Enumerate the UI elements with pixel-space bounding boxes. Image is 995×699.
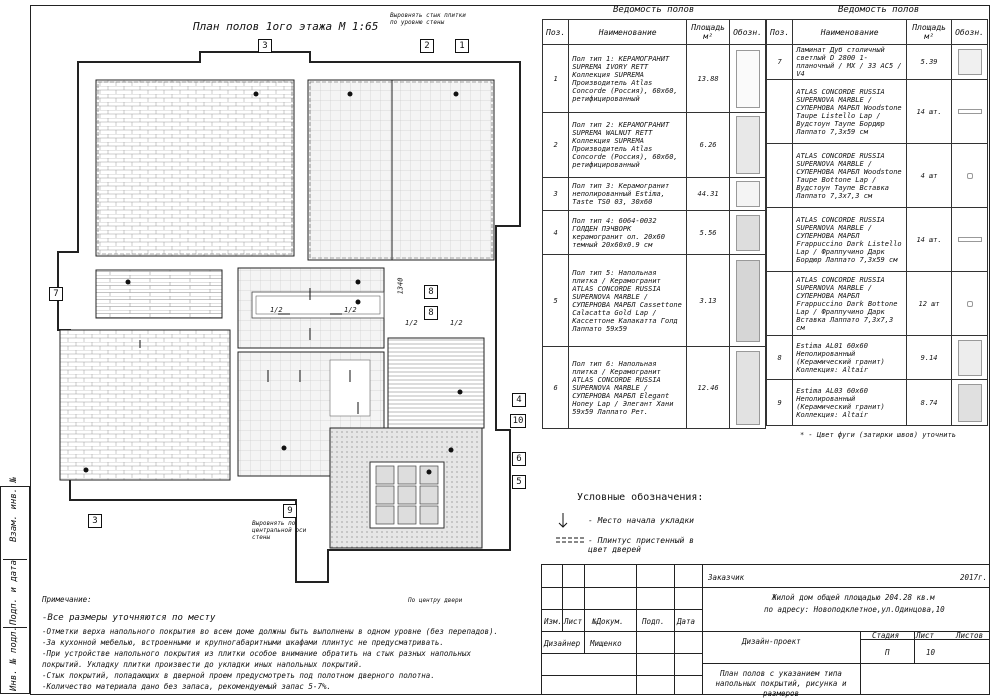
room-3-lower [60, 330, 230, 480]
room-3-upper [96, 80, 294, 256]
badge-7: 7 [49, 287, 63, 301]
spec-row-4: 4 Пол тип 4: 6064-0032 ГОЛДЕН ПЭЧВОРК керамогранит ол. 20х60 темный 20х60х0.9 см 5.56 [543, 211, 766, 255]
side-stamp-a: Взам. инв. № [9, 476, 19, 542]
spec-row-8: 8 Estima AL01 60х60 Неполированный (Керамический гранит) Коллекция: Altair 9.14 [767, 336, 988, 380]
room-5-cassettone [370, 462, 444, 528]
tb-stage-label: Стадия [872, 631, 900, 640]
spec-row-7c: ATLAS CONCORDE RUSSIA SUPERNOVA MARBLE / СУПЕРНОВА МАРБЛ Woodstone Taupe Bottone Lap / Вудстоун Таупе Вставка Лаппато 7,3х7,3 см 4 шт [767, 144, 988, 208]
spec-row-3: 3 Пол тип 3: Керамогранит неполированный Estima, Taste TS0 03, 30х60 44.31 [543, 178, 766, 211]
half-a: 1/2 [270, 306, 283, 314]
badge-1: 1 [455, 39, 469, 53]
badge-8b: 8 [424, 306, 438, 320]
tb-sheets-label: Листов [956, 631, 984, 640]
badge-3-top: 3 [258, 39, 272, 53]
notes-line: -Отметки верха напольного покрытия во всем доме должны быть выполнены в одном уровне (без перепадов). [42, 627, 499, 636]
notes-line: -При устройстве напольного покрытия из плитки особое внимание обратить на стык разных напольных покрытий. Укладку плитки произвести до укладки иных напольных покрытий. [42, 649, 471, 669]
tb-sheet-label: Лист [916, 631, 935, 640]
badge-5: 5 [512, 475, 526, 489]
badge-3-bottom: 3 [88, 514, 102, 528]
spec-row-2: 2 Пол тип 2: КЕРАМОГРАНИТ SUPREMA WALNUT RETT Коллекция SUPREMA Производитель Atlas Concorde (Россия), 60х60, ретифицированный 6.26 [543, 113, 766, 178]
notes-line: -Количество материала дано без запаса, рекомендуемый запас 5-7%. [42, 682, 331, 691]
side-stamp-b: Подп. и дата [9, 559, 19, 625]
legend-item-start: - Место начала укладки [588, 516, 694, 525]
tb-role: Дизайнер [544, 639, 581, 648]
tb-col-date: Дата [677, 617, 696, 626]
spec-row-6: 6 Пол тип 6: Напольная плитка / Керамогранит ATLAS CONCORDE RUSSIA SUPERNOVA MARBLE / СУПЕРНОВА МАРБЛ Elegant Honey Lap / Элегант Хани 59х59 Лаппато Рет. 12.46 [543, 347, 766, 429]
note-top: Выровнять стык плитки по уровню стены [390, 12, 466, 26]
spec-left-title: Ведомость полов [613, 5, 695, 15]
half-b: 1/2 [344, 306, 357, 314]
spec-footnote: * - Цвет фуги (затирки швов) уточнить [800, 431, 956, 439]
spec-row-1: 1 Пол тип 1: КЕРАМОГРАНИТ SUPREMA IVORY RETT Коллекция SUPREMA Производитель Atlas Concorde (Россия), 60х60, ретифицированный 13.88 [543, 45, 766, 113]
spec-row-5: 5 Пол тип 5: Напольная плитка / Керамогранит ATLAS CONCORDE RUSSIA SUPERNOVA MARBLE / СУПЕРНОВА МАРБЛ Cassettone Calacatta Gold Lap / Кассеттоне Калакатта Голд Лаппато 59х59 3.13 [543, 255, 766, 347]
badge-4: 4 [512, 393, 526, 407]
tb-col-sign: Подп. [642, 617, 665, 626]
room-1 [392, 80, 494, 260]
side-stamp [0, 476, 30, 694]
spec-row-7d: ATLAS CONCORDE RUSSIA SUPERNOVA MARBLE / СУПЕРНОВА МАРБЛ Frappuccino Dark Listello Lap / Фраппучино Дарк Бордюр Лаппато 7,3х59 см 14 шт. [767, 208, 988, 272]
room-7 [96, 270, 222, 318]
tb-project: Дизайн-проект [742, 637, 801, 646]
tb-col-sheet: Лист [564, 617, 583, 626]
spec-right-title: Ведомость полов [838, 5, 920, 15]
spec-row-7: 7 Ламинат Дуб столичный светлый D 2800 1-планочный / МХ / 33 АС5 / V4 5.39 [767, 45, 988, 80]
tb-drawing: План полов с указанием типа напольных покрытий, рисунка и размеров [715, 669, 847, 698]
half-d: 1/2 [450, 319, 463, 327]
notes-line: -Стык покрытий, попадающих в дверной проем предусмотреть под полотном дверного полотна. [42, 671, 435, 680]
spec-row-9: 9 Estima AL03 60х60 Неполированный (Керамический гранит) Коллекция: Altair 8.74 [767, 380, 988, 426]
title-block [541, 564, 989, 698]
tb-stage: П [885, 648, 890, 657]
legend-title: Условные обозначения: [577, 492, 704, 503]
tb-col-doc: №Докум. [592, 617, 624, 626]
notes-title: Примечание: [42, 595, 92, 604]
spec-left-table: Поз. Наименование Площадь м² Обозн. 1 Пол тип 1: КЕРАМОГРАНИТ SUPREMA IVORY RETT Коллекция SUPREMA Производитель Atlas Concorde (Россия), 60х60, ретифицированный 13.88 2 Пол тип 2: КЕРАМОГРАНИТ SUPREMA WALNUT RETT Коллекция SUPREMA Производитель Atlas Concorde (Россия), 60х60, ретифицированный 6.26 3 Пол тип 3: Керамогранит неполированный Estima, Taste TS0 03, 30х60 44.31 4 Пол тип 4: 6064-0032 ГОЛДЕН ПЭЧВОРК керамогранит ол. 20х60 темный 20х60х0.9 см 5.56 5 Пол тип 5: Напольная плитка / Керамогранит ATLAS CONCORDE RUSSIA SUPERNOVA MARBLE / СУПЕРНОВА МАРБЛ Cassettone Calacatta Gold Lap / Кассеттоне Калакатта Голд Лаппато 59х59 3.13 6 Пол тип 6: Напольная плитка / Керамогранит ATLAS CONCORDE RUSSIA SUPERNOVA MARBLE / СУПЕРНОВА МАРБЛ Elegant Honey Lap / Элегант Хани 59х59 Лаппато Рет. 12.46 [542, 19, 766, 429]
notes-line: -Все размеры уточняются по месту [42, 613, 216, 623]
notes-line: -За кухонной мебелью, встроенными и крупногабаритными шкафами плинтус не предусматривать. [42, 638, 444, 647]
badge-8a: 8 [424, 285, 438, 299]
tb-sheet: 10 [926, 648, 936, 657]
note-axis: Выровнять по центральной оси стены [252, 520, 307, 541]
badge-10: 10 [510, 414, 526, 428]
legend-item-skirting: - Плинтус пристенный в цвет дверей [588, 536, 694, 554]
tb-address: по адресу: Новоподклетное,ул.Одинцова,10 [764, 605, 945, 614]
badge-2: 2 [420, 39, 434, 53]
legend-start-icon [556, 512, 570, 528]
tb-col-change: Изм. [544, 617, 563, 626]
tb-customer-label: Заказчик [708, 573, 745, 582]
tb-person: Мищенко [590, 639, 622, 648]
half-c: 1/2 [405, 319, 418, 327]
side-stamp-c: Инв. № подл. [9, 625, 19, 691]
tb-year: 2017г. [960, 573, 988, 582]
notes-block [42, 594, 542, 692]
plan-title: План полов 1ого этажа М 1:65 [193, 20, 379, 33]
legend-skirting-icon [556, 536, 584, 544]
room-2 [308, 80, 392, 260]
spec-right-table: Поз. Наименование Площадь м² Обозн. 7 Ламинат Дуб столичный светлый D 2800 1-планочный / МХ / 33 АС5 / V4 5.39 ATLAS CONCORDE RUSSIA SUPERNOVA MARBLE / СУПЕРНОВА МАРБЛ Woodstone Taupe Listello Lap / Вудстоун Таупе Бордюр Лаппато 7,3х59 см 14 шт. ATLAS CONCORDE RUSSIA SUPERNOVA MARBLE / СУПЕРНОВА МАРБЛ Woodstone Taupe Bottone Lap / Вудстоун Таупе Вставка Лаппато 7,3х7,3 см 4 шт ATLAS CONCORDE RUSSIA SUPERNOVA MARBLE / СУПЕРНОВА МАРБЛ Frappuccino Dark Listello Lap / Фраппучино Дарк Бордюр Лаппато 7,3х59 см 14 шт. ATLAS CONCORDE RUSSIA SUPERNOVA MARBLE / СУПЕРНОВА МАРБЛ Frappuccino Dark Bottone Lap / Фраппучино Дарк Вставка Лаппато 7,3х7,3 см 12 шт 8 Estima AL01 60х60 Неполированный (Керамический гранит) Коллекция: Altair 9.14 9 Estima AL03 60х60 Неполированный (Керамический гранит) Коллекция: Altair 8.74 [766, 19, 988, 426]
spec-row-7e: ATLAS CONCORDE RUSSIA SUPERNOVA MARBLE / СУПЕРНОВА МАРБЛ Frappuccino Dark Bottone Lap / Фраппучино Дарк Вставка Лаппато 7,3х7,3 см 12 шт [767, 272, 988, 336]
badge-9: 9 [283, 504, 297, 518]
room-4 [388, 338, 484, 428]
note-door: По центру двери [408, 597, 463, 604]
spec-row-7b: ATLAS CONCORDE RUSSIA SUPERNOVA MARBLE / СУПЕРНОВА МАРБЛ Woodstone Taupe Listello Lap / Вудстоун Таупе Бордюр Лаппато 7,3х59 см 14 шт. [767, 80, 988, 144]
badge-6: 6 [512, 452, 526, 466]
dim-1340: 1340 [396, 277, 405, 295]
tb-object: Жилой дом общей площадью 204.28 кв.м [772, 593, 935, 602]
